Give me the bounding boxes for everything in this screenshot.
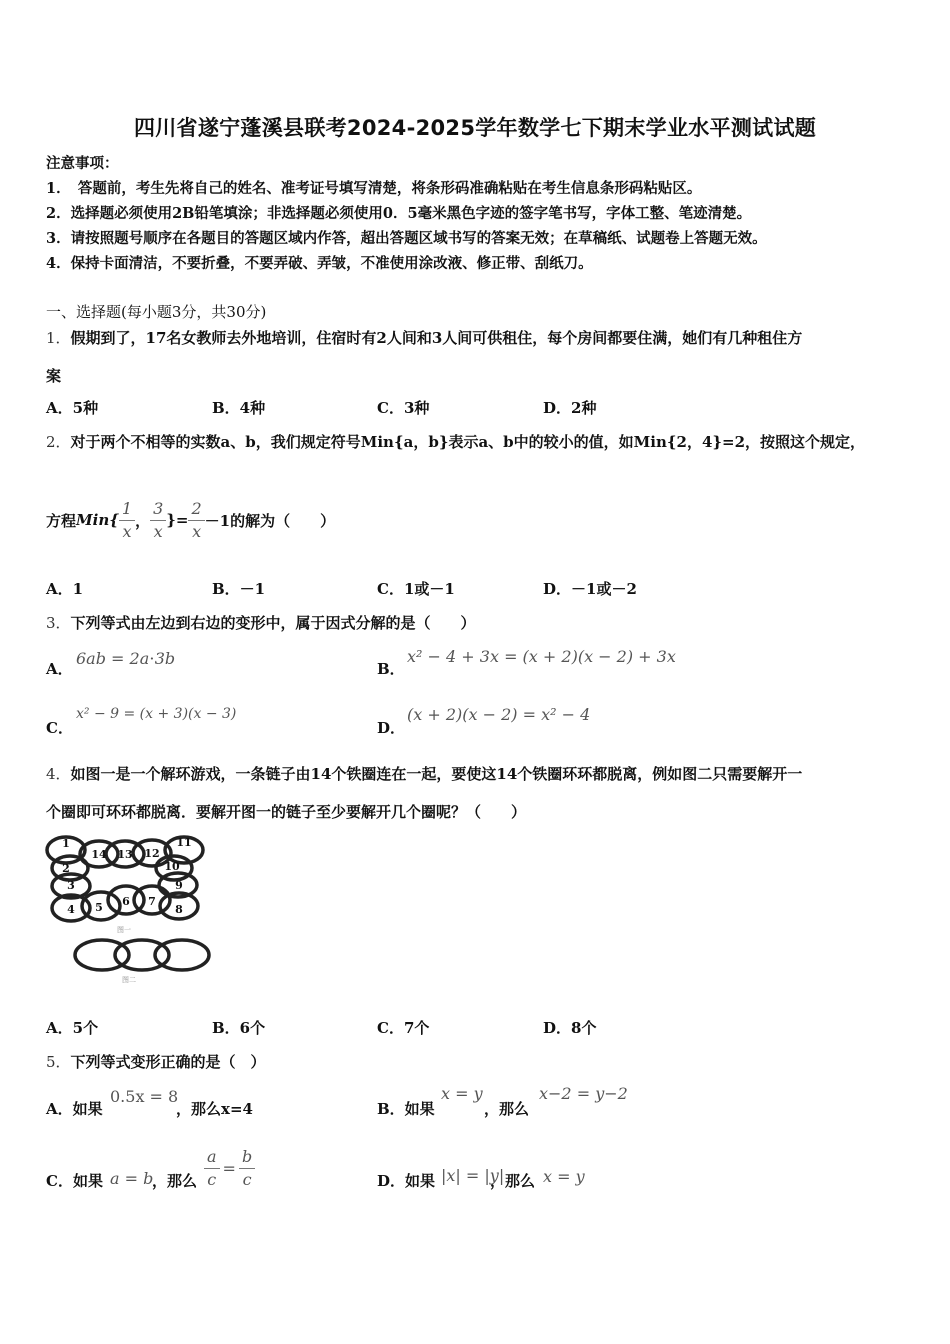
- q5-option-c-label: C．如果: [46, 1172, 103, 1190]
- svg-text:12: 12: [144, 847, 160, 860]
- question-text: 如图一是一个解环游戏，一条链子由14个铁圈连在一起，要使这14个铁圈环环都脱离，例如图二只需要解开一: [70, 765, 803, 783]
- note-item-4: 4．保持卡面清洁，不要折叠，不要弄破、弄皱，不准使用涂改液、修正带、刮纸刀。: [46, 255, 593, 272]
- q5-option-b-expr2: x−2 = y−2: [539, 1084, 628, 1103]
- note-item-3: 3．请按照题号顺序在各题目的答题区域内作答，超出答题区域书写的答案无效；在草稿纸、试题卷上答题无效。: [46, 230, 767, 247]
- q3-option-b-expr: x² − 4 + 3x = (x + 2)(x − 2) + 3x: [407, 647, 676, 666]
- svg-text:8: 8: [175, 903, 183, 916]
- ring-fig2-right: [155, 940, 209, 970]
- eq-mid: }=: [166, 511, 189, 529]
- question-number: 1．: [46, 329, 71, 347]
- q2-option-c: C．1或－1: [377, 580, 455, 598]
- q5-option-a-label: A．如果: [46, 1100, 103, 1118]
- q4-option-c: C．7个: [377, 1019, 430, 1037]
- svg-text:11: 11: [176, 836, 192, 849]
- eq-separator: ，: [135, 511, 151, 530]
- svg-text:9: 9: [175, 879, 183, 892]
- eq-min: Min{: [76, 511, 119, 529]
- ring-chain-figure: [44, 828, 214, 988]
- q5-option-b-then: ，那么: [484, 1100, 530, 1118]
- question-text: 下列等式变形正确的是（ ）: [70, 1053, 266, 1071]
- q5-option-c-expr: a = b: [110, 1169, 154, 1188]
- svg-text:14: 14: [91, 848, 107, 861]
- q3-option-a-expr: 6ab = 2a⋅3b: [76, 649, 176, 668]
- question-2: [46, 431, 865, 452]
- q2-equation: [46, 490, 335, 550]
- svg-text:13: 13: [117, 848, 133, 861]
- note-item-2: 2．选择题必须使用2B铅笔填涂；非选择题必须使用0．5毫米黑色字迹的签字笔书写，字体工整、笔迹清楚。: [46, 205, 752, 222]
- q4-option-a: A．5个: [46, 1019, 99, 1037]
- eq-prefix: 方程: [46, 511, 77, 530]
- section-heading: 一、选择题(每小题3分，共30分): [46, 303, 267, 321]
- question-3: [46, 612, 476, 633]
- question-number: 4．: [46, 765, 71, 783]
- q3-option-d-label: D．: [377, 719, 406, 737]
- q3-option-b-label: B．: [377, 660, 405, 678]
- q5-option-a-expr: 0.5x = 8: [110, 1087, 179, 1106]
- q5-option-c-fraction-eq: $\frac{a}{c}$ = $\frac{b}{c}$: [204, 1143, 255, 1193]
- q2-option-a: A．1: [46, 580, 84, 598]
- q3-option-d-expr: (x + 2)(x − 2) = x² − 4: [407, 705, 591, 724]
- q5-option-c-then: ，那么: [152, 1172, 198, 1190]
- svg-text:3: 3: [67, 879, 75, 892]
- svg-text:7: 7: [148, 895, 156, 908]
- question-1: [46, 327, 802, 348]
- q3-option-c-label: C．: [46, 719, 73, 737]
- eq-suffix: －1的解为（ ）: [204, 511, 336, 530]
- q1-option-c: C．3种: [377, 399, 430, 417]
- figure-2-caption: 图二: [122, 976, 136, 984]
- question-number: 3．: [46, 614, 71, 632]
- q5-option-d-expr: |x| = |y|: [441, 1166, 505, 1185]
- svg-text:5: 5: [95, 901, 103, 914]
- fraction-1: $\frac{1}{x}$: [119, 500, 135, 541]
- question-text: 假期到了，17名女教师去外地培训，住宿时有2人间和3人间可供租住，每个房间都要住满，她们有几种租住方: [70, 329, 803, 347]
- fraction-2: $\frac{3}{x}$: [150, 500, 166, 541]
- question-number: 5．: [46, 1053, 71, 1071]
- q5-option-d-then: ，那么: [490, 1172, 536, 1190]
- page-title: 四川省遂宁蓬溪县联考2024-2025学年数学七下期末学业水平测试试题: [133, 116, 817, 140]
- question-number: 2．: [46, 433, 71, 451]
- fraction-3: $\frac{2}{x}$: [188, 500, 204, 541]
- question-text: 下列等式由左边到右边的变形中，属于因式分解的是（ ）: [70, 614, 476, 632]
- question-text: 对于两个不相等的实数a、b，我们规定符号Min{a，b}表示a、b中的较小的值，如Min{2，4}=2，按照这个规定，: [70, 433, 866, 451]
- q4-option-d: D．8个: [543, 1019, 597, 1037]
- figure-1-caption: 图一: [117, 926, 131, 934]
- svg-text:1: 1: [62, 837, 70, 850]
- q5-option-b-label: B．如果: [377, 1100, 435, 1118]
- q5-option-a-then: ，那么x=4: [176, 1100, 253, 1118]
- svg-text:10: 10: [164, 860, 180, 873]
- svg-text:6: 6: [122, 895, 130, 908]
- q3-option-a-label: A．: [46, 660, 73, 678]
- q1-option-a: A．5种: [46, 399, 99, 417]
- note-item-1: 1． 答题前，考生先将自己的姓名、准考证号填写清楚，将条形码准确粘贴在考生信息条形码粘贴区。: [46, 180, 702, 197]
- svg-text:4: 4: [67, 903, 75, 916]
- question-5: [46, 1051, 266, 1072]
- q1-option-d: D．2种: [543, 399, 597, 417]
- question-4-cont: 个圈即可环环都脱离．要解开图一的链子至少要解开几个圈呢？（ ）: [46, 803, 527, 821]
- q3-option-c-expr: x² − 9 = (x + 3)(x − 3): [76, 706, 237, 722]
- q5-option-b-expr: x = y: [441, 1084, 483, 1103]
- fraction-b-over-c: $\frac{b}{c}$: [239, 1148, 255, 1189]
- question-1-cont: 案: [46, 367, 62, 385]
- ring-chain-svg: [44, 828, 214, 988]
- question-4: [46, 763, 802, 784]
- q5-option-d-label: D．如果: [377, 1172, 436, 1190]
- fraction-a-over-c: $\frac{a}{c}$: [204, 1148, 220, 1189]
- q1-option-b: B．4种: [212, 399, 266, 417]
- q2-option-d: D．－1或－2: [543, 580, 637, 598]
- q2-option-b: B．－1: [212, 580, 266, 598]
- q5-option-d-expr2: x = y: [543, 1167, 585, 1186]
- notes-heading: 注意事项：: [46, 155, 119, 172]
- q4-option-b: B．6个: [212, 1019, 266, 1037]
- svg-text:2: 2: [62, 862, 70, 875]
